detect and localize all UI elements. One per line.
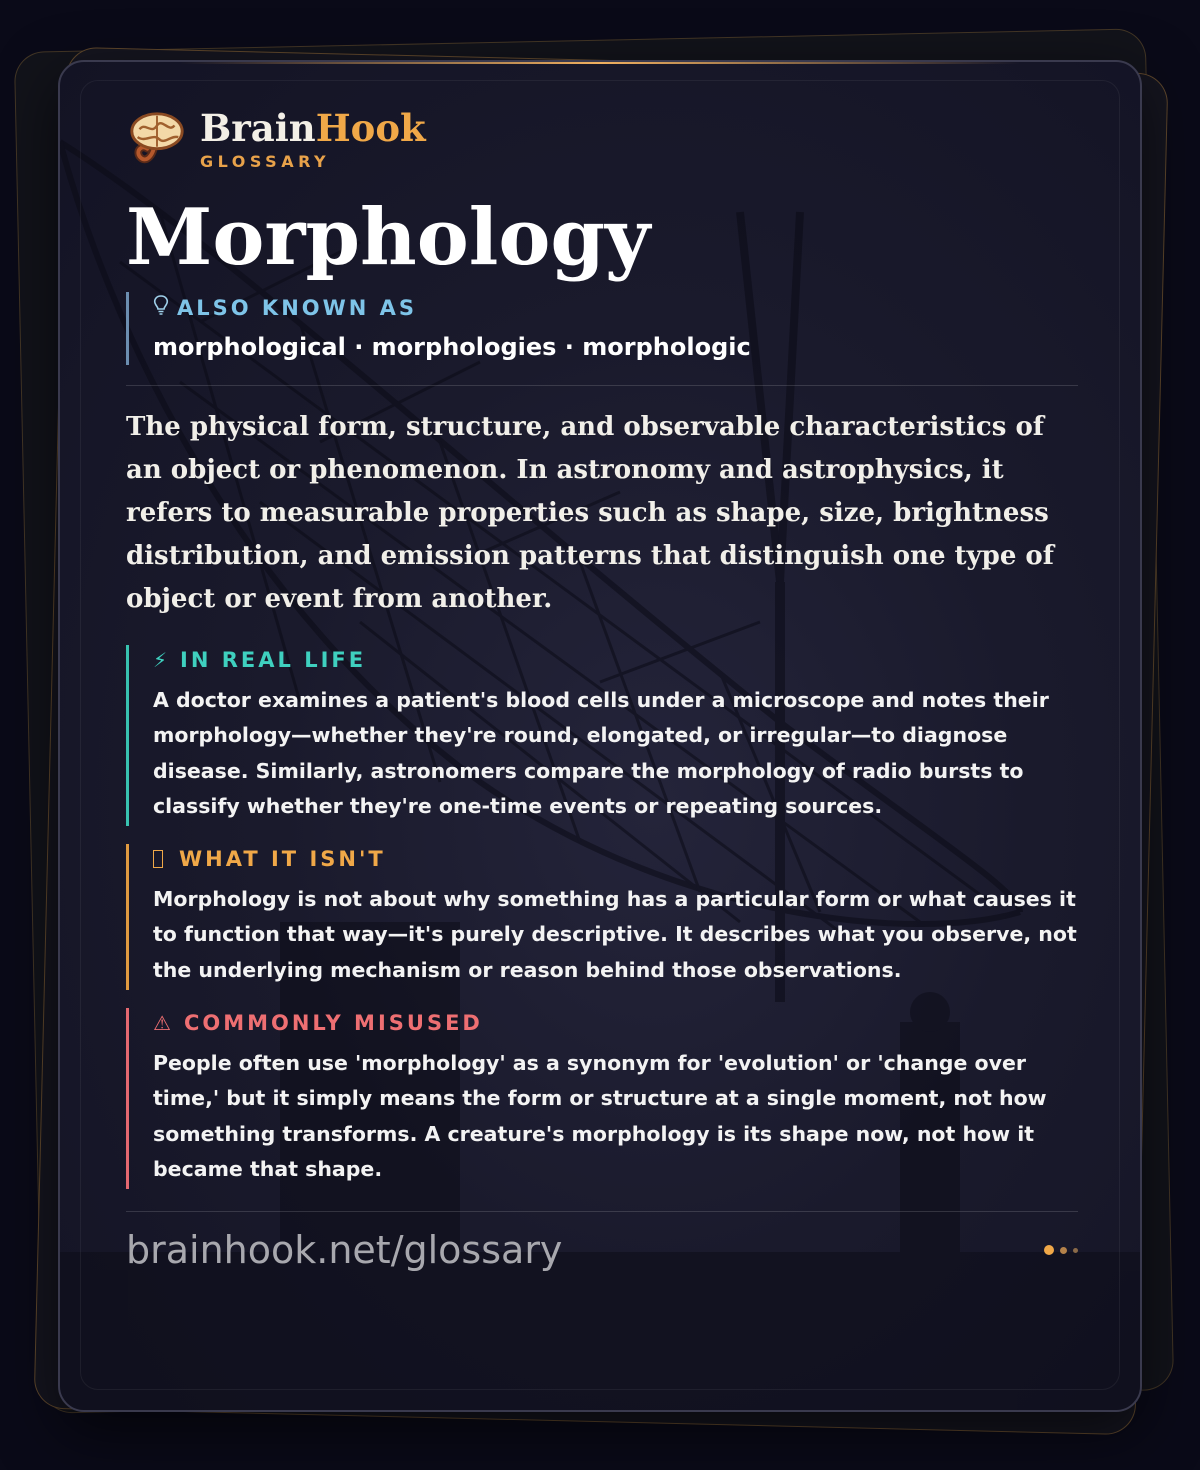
brand-text [200,105,426,171]
also-known-as-block [126,292,1078,365]
brain-hook-icon [126,108,188,170]
brand-name-part1: Brain [200,105,316,150]
in-real-life-label: IN REAL LIFE [180,648,367,672]
box-icon [153,850,163,868]
card-content [126,104,1078,1272]
what-it-isnt-heading [153,844,1078,874]
lightning-icon: ⚡ [153,648,171,672]
divider [126,385,1078,386]
brand-subtitle: GLOSSARY [200,151,331,171]
lightbulb-icon [153,294,169,321]
in-real-life-heading [153,645,1078,675]
in-real-life-section [126,645,1078,826]
term-title: Morphology [126,192,651,283]
what-it-isnt-body: Morphology is not about why something has a particular form or what causes it to function that way—it's purely descriptive. It describes what you observe, not the underlying mechanism or reason behind those observations. [153,887,1077,982]
commonly-misused-body: People often use 'morphology' as a synonym for 'evolution' or 'change over time,' but it simply means the form or structure at a single moment, not how something transforms. A creature's morphology is its shape now, not how it became that shape. [153,1051,1047,1181]
card-top-highlight [180,62,1020,64]
glossary-card [58,60,1142,1412]
brand-name-part2: Hook [315,105,426,150]
dot [1073,1248,1078,1253]
also-known-as-terms: morphological · morphologies · morphologic [153,333,751,361]
what-it-isnt-section [126,844,1078,990]
in-real-life-body: A doctor examines a patient's blood cells under a microscope and notes their morphology—whether they're round, elongated, or irregular—to diagnose disease. Similarly, astronomers compare the morphology of radio bursts to classify whether they're one-time events or repeating sources. [153,688,1049,818]
also-known-as-heading [153,294,1078,321]
dot [1060,1247,1067,1254]
commonly-misused-heading [153,1008,1078,1038]
pagination-dots [1038,1245,1078,1255]
brand-name [200,105,426,150]
footer-url-link[interactable]: brainhook.net/glossary [126,1228,563,1273]
footer-divider [126,1211,1078,1212]
also-known-as-label: ALSO KNOWN AS [177,295,418,320]
footer [126,1228,1078,1272]
warning-icon: ⚠ [153,1011,174,1036]
brand-header[interactable] [126,104,1078,174]
commonly-misused-section [126,1008,1078,1189]
what-it-isnt-label: WHAT IT ISN'T [179,847,386,872]
dot-active [1044,1245,1054,1255]
commonly-misused-label: COMMONLY MISUSED [183,1011,483,1036]
definition-text: The physical form, structure, and observable characteristics of an object or phenomenon. In astronomy and astrophysics, it refers to measurable properties such as shape, size, brightness distribution, and emission patterns that distinguish one type of object or event from another. [126,412,1054,614]
